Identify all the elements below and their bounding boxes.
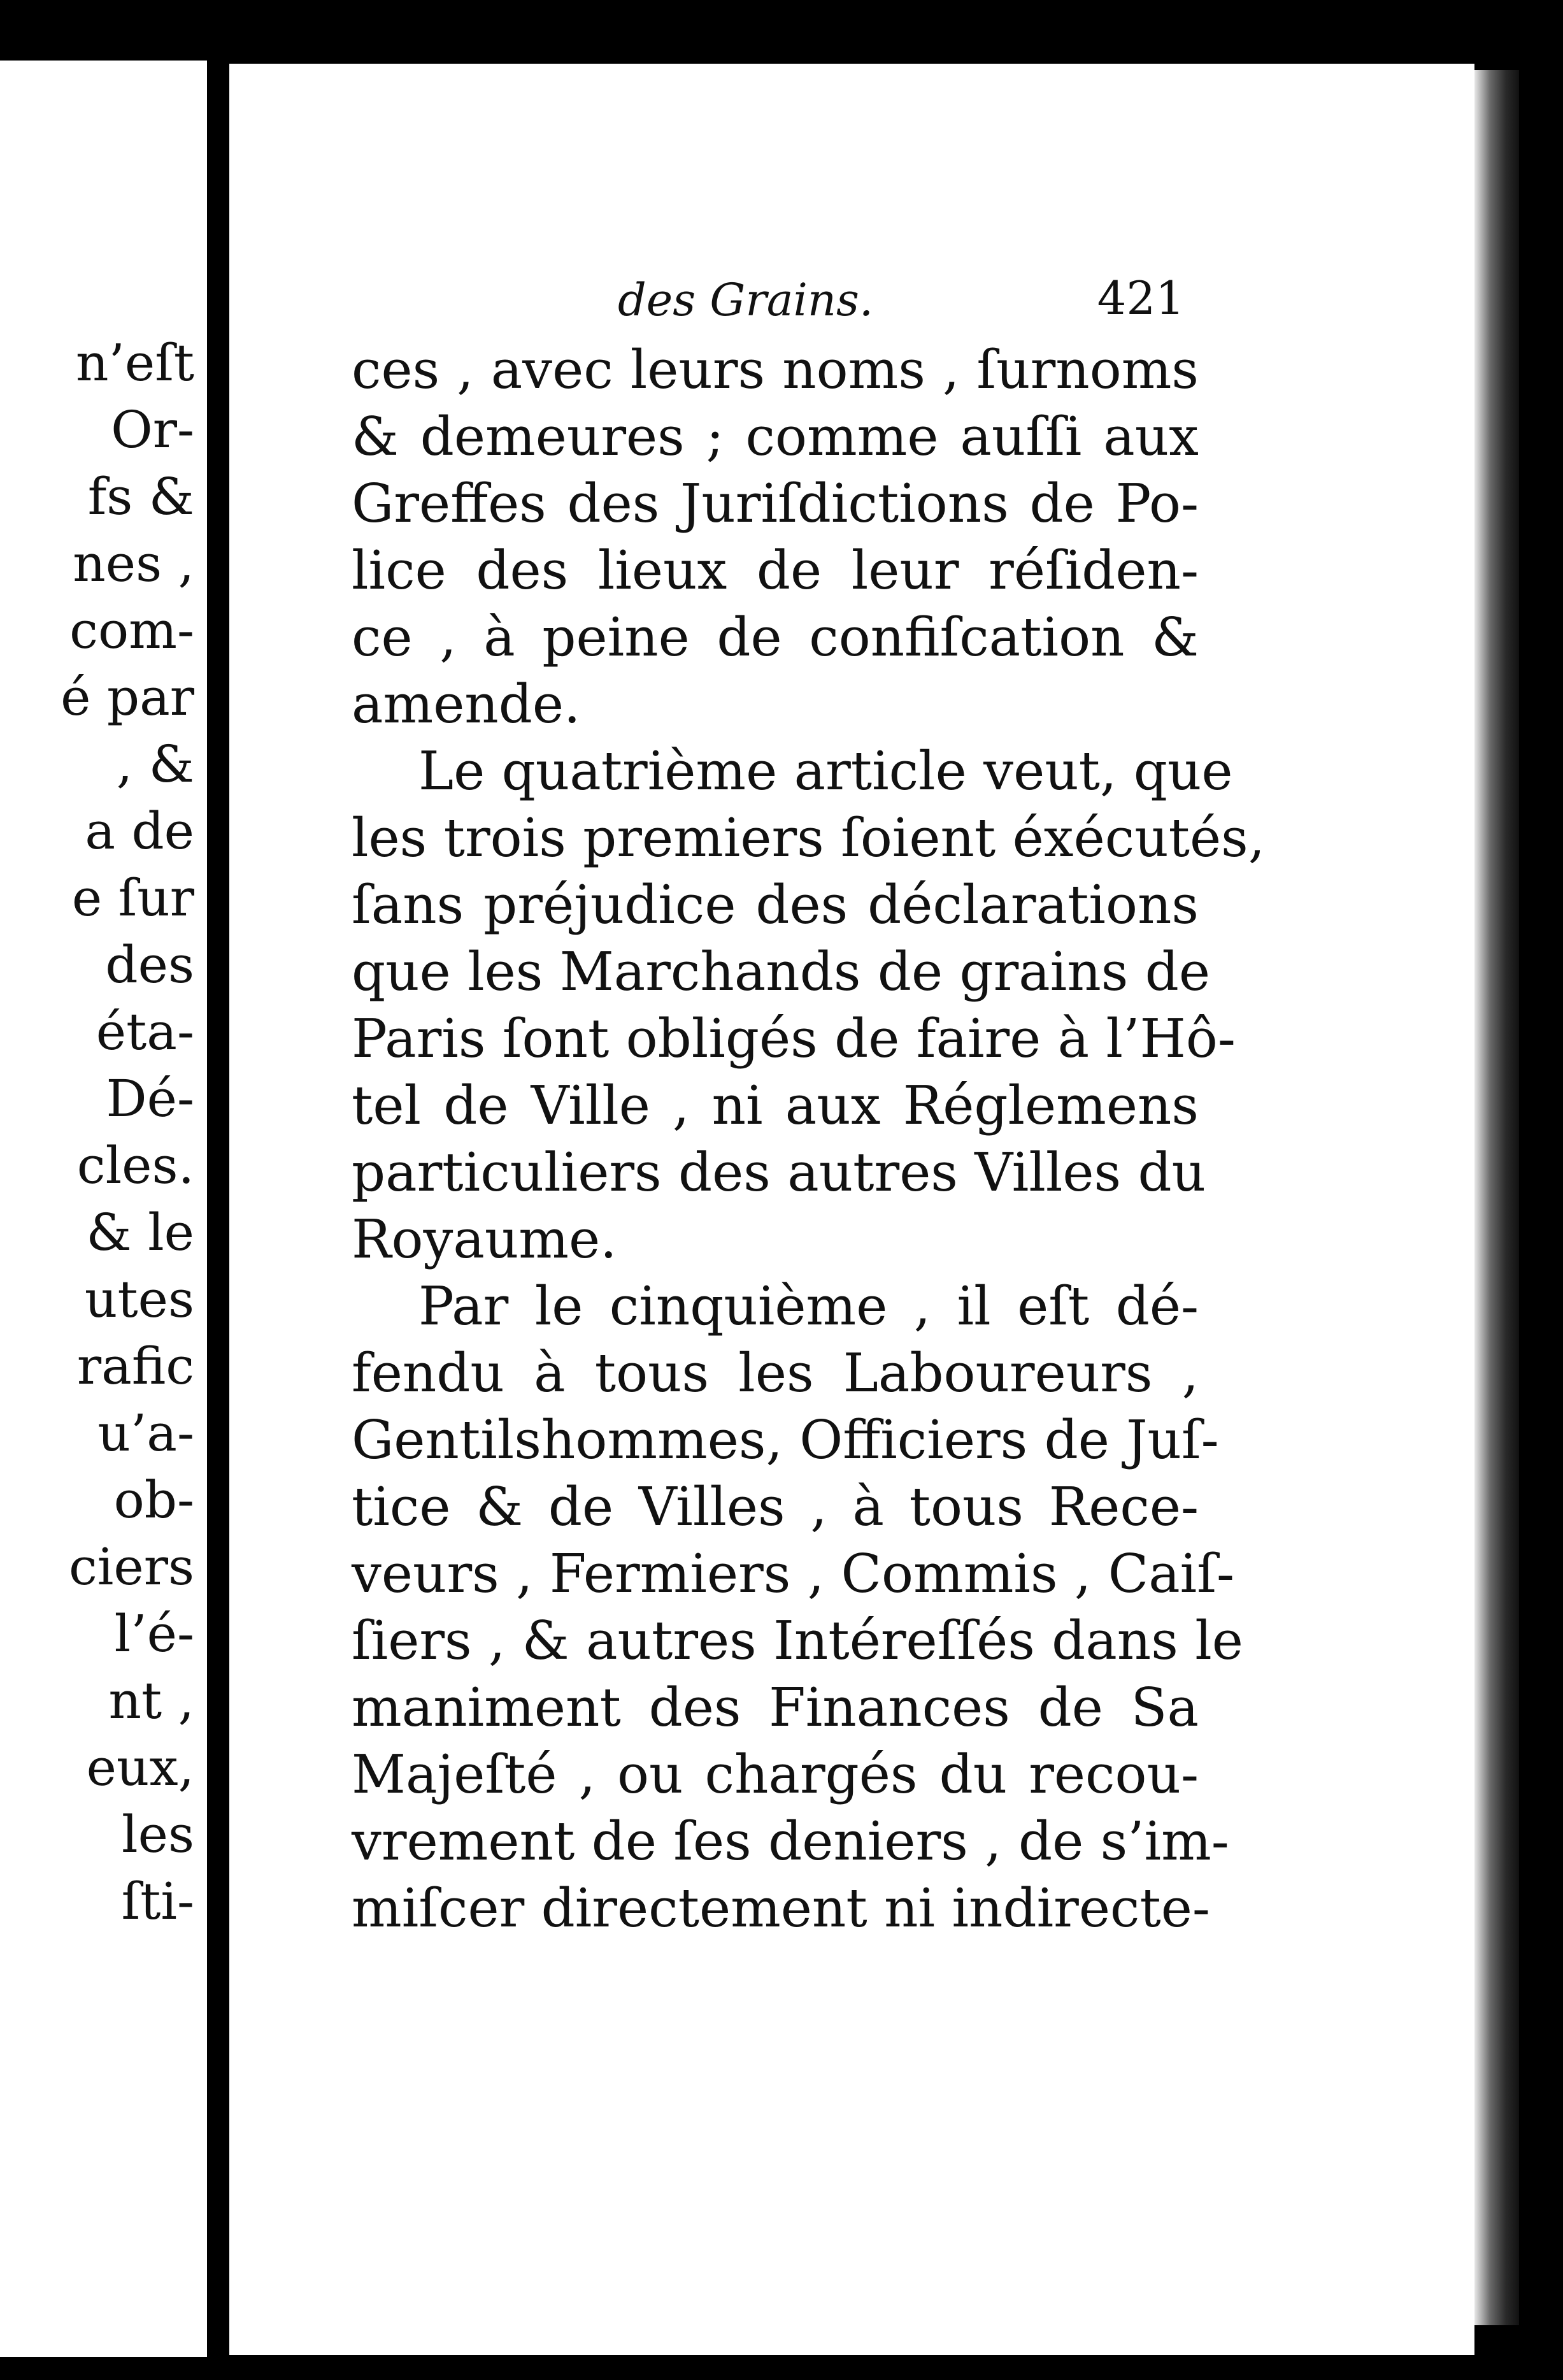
text-line: Greffes des Juriſdictions de Po-: [352, 473, 1199, 534]
previous-page-line: & le: [86, 1203, 194, 1262]
previous-page-line: Or-: [111, 400, 194, 459]
body-text: [352, 336, 1266, 1942]
previous-page-line: a de: [85, 801, 194, 861]
text-line: ce , à peine de confiſcation &: [352, 606, 1199, 668]
previous-page-line: ob-: [113, 1470, 194, 1530]
previous-page-line: des: [105, 935, 194, 994]
previous-page-line: rafic: [76, 1337, 194, 1396]
previous-page-line: l’é-: [114, 1604, 194, 1663]
text-line: ces , avec leurs noms , ſurnoms: [352, 339, 1199, 401]
text-line: vrement de ſes deniers , de s’im-: [352, 1810, 1229, 1872]
running-head: [350, 268, 1197, 331]
previous-page-line: nes ,: [73, 534, 194, 593]
page-number: 421: [1097, 271, 1185, 325]
previous-page-line: u’a-: [97, 1403, 194, 1463]
text-line: que les Marchands de grains de: [352, 941, 1211, 1003]
previous-page-line: les: [122, 1805, 194, 1864]
page-edge: [1474, 70, 1519, 2325]
text-line: lice des lieux de leur réſiden-: [352, 540, 1199, 601]
text-line: fendu à tous les Laboureurs ,: [352, 1342, 1199, 1404]
text-line: Royaume.: [352, 1208, 617, 1270]
previous-page-line: cles.: [76, 1136, 194, 1195]
text-line: Gentilshommes, Officiers de Juſ-: [352, 1409, 1219, 1471]
text-line: tice & de Villes , à tous Rece-: [352, 1476, 1199, 1538]
text-line: les trois premiers ſoient éxécutés,: [352, 807, 1266, 869]
previous-page-line: fs &: [87, 467, 194, 526]
text-line: amende.: [352, 673, 581, 735]
previous-page-line: éta-: [96, 1002, 194, 1061]
text-line: tel de Ville , ni aux Réglemens: [352, 1075, 1199, 1136]
book-gutter: [207, 0, 232, 2380]
previous-page: [0, 61, 207, 2357]
previous-page-line: Dé-: [106, 1069, 194, 1128]
text-line: ſiers , & autres Intéreſſés dans le: [352, 1610, 1243, 1672]
text-line: & demeures ; comme auſſi aux: [352, 406, 1199, 468]
previous-page-line: com-: [69, 601, 194, 660]
previous-page-line: e ſur: [71, 868, 194, 928]
running-head-title: des Grains.: [618, 274, 874, 326]
text-line: veurs , Fermiers , Commis , Caiſ-: [352, 1543, 1234, 1605]
previous-page-line: ſti-: [121, 1872, 194, 1931]
previous-page-line: utes: [84, 1270, 194, 1329]
text-line: particuliers des autres Villes du: [352, 1142, 1206, 1203]
previous-page-line: , &: [116, 735, 194, 794]
text-line: maniment des Finances de Sa: [352, 1677, 1199, 1738]
previous-page-line: eux,: [86, 1738, 194, 1797]
text-line: ſans préjudice des déclarations: [352, 874, 1199, 936]
text-line: Le quatrième article veut, que: [418, 740, 1233, 802]
text-line: miſcer directement ni indirecte-: [352, 1877, 1210, 1939]
previous-page-line: ciers: [68, 1537, 194, 1596]
previous-page-line: n’eſt: [75, 333, 194, 392]
text-line: Paris ſont obligés de faire à l’Hô-: [352, 1008, 1236, 1070]
text-line: Majeſté , ou chargés du recou-: [352, 1744, 1199, 1805]
previous-page-line: é par: [61, 668, 194, 727]
text-line: Par le cinquième , il eſt dé-: [418, 1275, 1199, 1337]
previous-page-line: nt ,: [108, 1671, 194, 1730]
